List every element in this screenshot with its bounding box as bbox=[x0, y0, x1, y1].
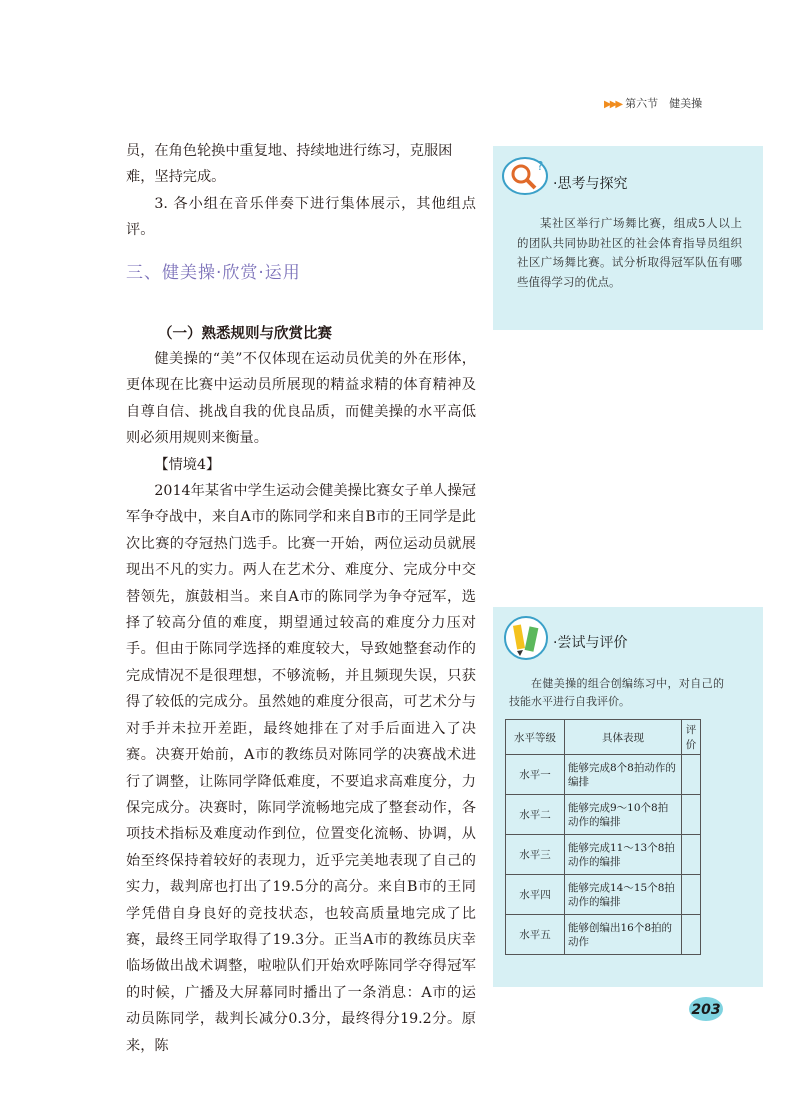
table-row bbox=[506, 875, 701, 915]
level-cell: 水平三 bbox=[506, 835, 565, 875]
desc-cell: 能够创编出16个8拍的动作 bbox=[565, 915, 682, 955]
table-row bbox=[506, 755, 701, 795]
table-row bbox=[506, 915, 701, 955]
svg-text:?: ? bbox=[537, 159, 544, 173]
table-header: 评价 bbox=[682, 720, 701, 755]
think-box-title: ·思考与探究 bbox=[553, 176, 628, 192]
desc-cell: 能够完成11～13个8拍动作的编排 bbox=[565, 835, 682, 875]
think-box-text: 某社区举行广场舞比赛，组成5人以上的团队共同协助社区的社会体育指导员组织社区广场舞比赛。试分析取得冠军队伍有哪些值得学习的优点。 bbox=[517, 216, 742, 289]
pencil-ruler-icon bbox=[503, 615, 549, 661]
para1-line1: 员，在角色轮换中重复地、持续地进行练习，克服困 bbox=[126, 143, 453, 159]
subsection-title: （一）熟悉规则与欣赏比赛 bbox=[158, 325, 332, 342]
rating-cell[interactable] bbox=[682, 755, 701, 795]
main-text-body bbox=[126, 346, 476, 1059]
section-title: 三、健美操·欣赏·运用 bbox=[126, 263, 301, 283]
table-row bbox=[506, 835, 701, 875]
desc-cell: 能够完成14～15个8拍动作的编排 bbox=[565, 875, 682, 915]
level-cell: 水平四 bbox=[506, 875, 565, 915]
header-text: 第六节 健美操 bbox=[625, 97, 703, 110]
rating-cell[interactable] bbox=[682, 835, 701, 875]
eval-box-title: ·尝试与评价 bbox=[553, 635, 628, 651]
para2: 3. 各小组在音乐伴奏下进行集体展示，其他组点评。 bbox=[126, 195, 476, 239]
rating-cell[interactable] bbox=[682, 795, 701, 835]
table-row bbox=[506, 795, 701, 835]
rating-cell[interactable] bbox=[682, 915, 701, 955]
level-cell: 水平一 bbox=[506, 755, 565, 795]
page-number-badge bbox=[688, 996, 724, 1022]
para4: 2014年某省中学生运动会健美操比赛女子单人操冠军争夺战中，来自A市的陈同学和来自B市的王同学是此次比赛的夺冠热门选手。比赛一开始，两位运动员就展现出不凡的实力。两人在艺术分、难度分、完成分中交替领先，旗鼓相当。来自A市的陈同学为争夺冠军，选择了较高分值的难度，期望通过较高的难度分力压对手。但由于陈同学选择的难度较大，导致她整套动作的完成情况不是很理想，不够流畅，并且频现失误，只获得了较低的完成分。虽然她的难度分很高，可艺术分与对手并未拉开差距，最终她排在了对手后面进入了决赛。决赛开始前，A市的教练员对陈同学的决赛战术进行了调整，让陈同学降低难度，不要追求高难度分，力保完成分。决赛时，陈同学流畅地完成了整套动作，各项技术指标及难度动作到位，位置变化流畅、协调，从始至终保持着较好的表现力，近乎完美地表现了自己的实力，裁判席也打出了19.5分的高分。来自B市的王同学凭借自身良好的竞技状态，也较高质量地完成了比赛，最终王同学取得了19.3分。正当A市的教练员庆幸临场做出战术调整，啦啦队们开始欢呼陈同学夺得冠军的时候，广播及大屏幕同时播出了一条消息：A市的运动员陈同学，裁判长减分0.3分，最终得分19.2分。原来，陈 bbox=[126, 483, 476, 1054]
para1-line2: 难，坚持完成。 bbox=[126, 169, 226, 186]
eval-box-intro: 在健美操的组合创编练习中，对自己的技能水平进行自我评价。 bbox=[509, 677, 724, 708]
level-cell: 水平五 bbox=[506, 915, 565, 955]
desc-cell: 能够完成8个8拍动作的编排 bbox=[565, 755, 682, 795]
page-number: 203 bbox=[691, 1002, 721, 1018]
evaluation-table bbox=[505, 719, 701, 955]
triangle-arrows-icon: ▶▶▶ bbox=[604, 99, 622, 110]
try-evaluate-box bbox=[493, 607, 763, 987]
situation-label: 【情境4】 bbox=[154, 456, 221, 473]
running-header bbox=[604, 95, 702, 111]
magnifier-bubble-icon bbox=[501, 154, 551, 198]
main-text bbox=[126, 138, 476, 244]
level-cell: 水平二 bbox=[506, 795, 565, 835]
think-explore-box bbox=[493, 146, 763, 330]
para3: 健美操的“美”不仅体现在运动员优美的外在形体，更体现在比赛中运动员所展现的精益求精的体育精神及自尊自信、挑战自我的优良品质，而健美操的水平高低则必须用规则来衡量。 bbox=[126, 351, 476, 447]
table-header: 水平等级 bbox=[506, 720, 565, 755]
rating-cell[interactable] bbox=[682, 875, 701, 915]
desc-cell: 能够完成9～10个8拍动作的编排 bbox=[565, 795, 682, 835]
table-header: 具体表现 bbox=[565, 720, 682, 755]
